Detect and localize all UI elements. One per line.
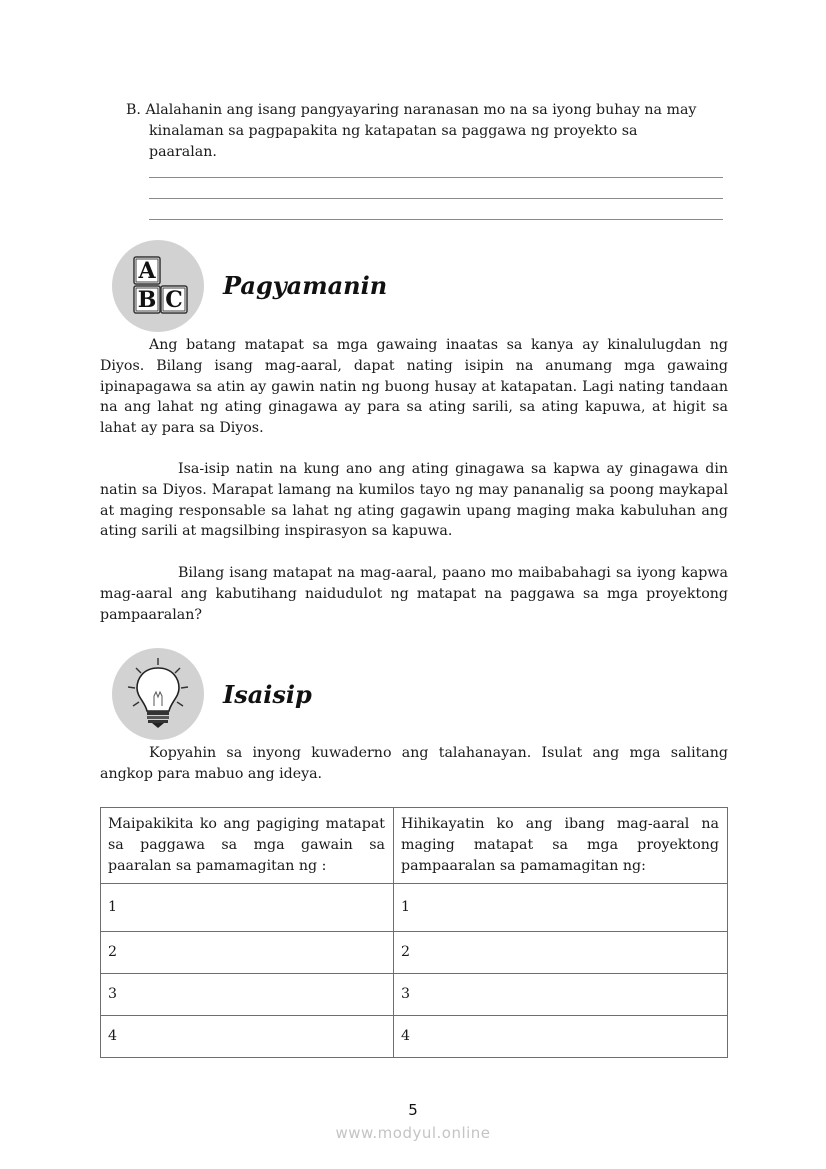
table-cell[interactable]: 1	[394, 884, 728, 932]
section-b-line-1	[126, 100, 728, 121]
abc-blocks-icon	[112, 240, 204, 332]
table-row	[101, 932, 728, 974]
section-title-pagyamanin: Pagyamanin	[223, 271, 388, 300]
table-row	[101, 884, 728, 932]
section-title-isaisip: Isaisip	[223, 680, 312, 709]
table-cell[interactable]: 4	[394, 1016, 728, 1058]
instruction-text: Kopyahin sa inyong kuwaderno ang talahanayan. Isulat ang mga salitang angkop para mabuo ang ideya.	[100, 745, 728, 782]
table-cell[interactable]: 4	[101, 1016, 394, 1058]
section-b-line-3: paaralan.	[149, 143, 217, 160]
table-header-cell-2: Hihikayatin ko ang ibang mag-aaral na maging matapat sa mga proyektong pampaaralan sa pamamagitan ng:	[394, 808, 728, 884]
section-b-label: B.	[126, 102, 141, 118]
section-b-prompt	[126, 100, 728, 162]
answer-line-2[interactable]	[149, 198, 723, 199]
section-b-line-2: kinalaman sa pagpapakita ng katapatan sa paggawa ng proyekto sa	[149, 122, 638, 139]
svg-text:C: C	[165, 287, 183, 313]
svg-text:A: A	[138, 258, 156, 284]
svg-text:B: B	[137, 287, 157, 313]
table-cell[interactable]: 2	[394, 932, 728, 974]
answer-line-3[interactable]	[149, 219, 723, 220]
paragraph-text: Ang batang matapat sa mga gawaing inaatas sa kanya ay kinalulugdan ng Diyos. Bilang isang mag-aaral, dapat nating isipin na anumang mga gawaing ipinapagawa sa atin ay gawin natin ng buong husay at katapatan. Lagi nating tandaan na ang lahat ng ating ginagawa ay para sa ating sarili, sa ating kapuwa, at higit sa lahat ay para sa Diyos.	[100, 337, 728, 437]
table-cell[interactable]: 2	[101, 932, 394, 974]
answer-line-1[interactable]	[149, 177, 723, 178]
pagyamanin-paragraph-1	[100, 335, 728, 439]
section-b-text-1: Alalahanin ang isang pangyayaring naranasan mo na sa iyong buhay na may	[145, 102, 697, 118]
table-cell[interactable]: 3	[101, 974, 394, 1016]
pagyamanin-paragraph-2	[100, 459, 728, 542]
paragraph-text: Isa-isip natin na kung ano ang ating ginagawa sa kapwa ay ginagawa din natin sa Diyos. Marapat lamang na kumilos tayo ng may pananalig sa poong maykapal at maging responsable sa lahat ng ating gagawin upang maging maka kabuluhan ang ating sarili at magsilbing inspirasyon sa kapuwa.	[100, 461, 728, 540]
isaisip-instruction	[100, 743, 728, 785]
table-cell[interactable]: 1	[101, 884, 394, 932]
table-header-cell-1: Maipakikita ko ang pagiging matapat sa paggawa sa mga gawain sa paaralan sa pamamagitan ng :	[101, 808, 394, 884]
watermark: www.modyul.online	[335, 1124, 491, 1142]
paragraph-text: Bilang isang matapat na mag-aaral, paano mo maibabahagi sa iyong kapwa mag-aaral ang kabutihang naidudulot ng matapat na paggawa sa mga proyektong pampaaralan?	[100, 565, 728, 623]
table-row	[101, 974, 728, 1016]
table-header-row	[101, 808, 728, 884]
lightbulb-icon	[112, 648, 204, 740]
pagyamanin-paragraph-3	[100, 563, 728, 625]
table-cell[interactable]: 3	[394, 974, 728, 1016]
ideya-table	[100, 807, 728, 1058]
page-number: 5	[408, 1101, 418, 1119]
table-row	[101, 1016, 728, 1058]
